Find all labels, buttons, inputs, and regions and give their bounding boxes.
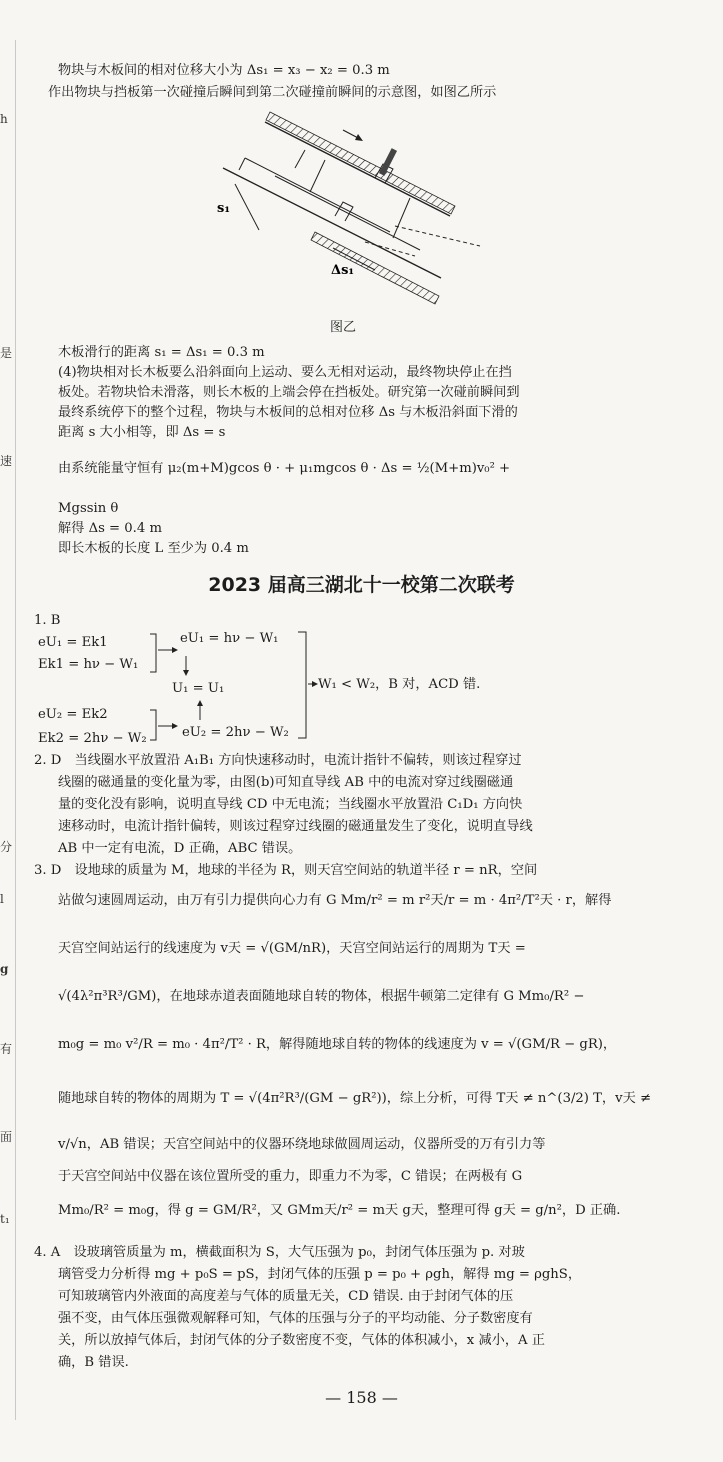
text-line: 即长木板的长度 L 至少为 0.4 m	[58, 541, 249, 556]
q1-eq: eU₂ = 2hν − W₂	[182, 725, 289, 740]
margin-rule	[15, 40, 16, 1420]
text-line: 强不变，由气体压强微观解释可知，气体的压强与分子的平均动能、分子数密度有	[58, 1311, 533, 1326]
edge-char: t₁	[0, 1212, 10, 1226]
q1-eq: eU₁ = hν − W₁	[180, 631, 279, 646]
text-line: 确，B 错误.	[58, 1355, 129, 1370]
edge-char: 面	[0, 1130, 13, 1144]
q1-eq: Ek2 = 2hν − W₂	[38, 731, 147, 746]
text-line: 作出物块与挡板第一次碰撞后瞬间到第二次碰撞前瞬间的示意图，如图乙所示	[48, 85, 497, 100]
text-line: 物块与木板间的相对位移大小为 Δs₁ = x₃ − x₂ = 0.3 m	[58, 63, 390, 78]
text-line: (4)物块相对长木板要么沿斜面向上运动、要么无相对运动，最终物块停止在挡	[58, 365, 512, 380]
label-delta-s1: Δs₁	[331, 263, 355, 278]
text-line: 板处。若物块恰未滑落，则长木板的上端会停在挡板处。研究第一次碰前瞬间到	[58, 385, 520, 400]
edge-char: 有	[0, 1042, 13, 1056]
text-line: 量的变化没有影响，说明直导线 CD 中无电流；当线圈水平放置沿 C₁D₁ 方向快	[58, 797, 523, 812]
figure-caption: 图乙	[330, 320, 357, 335]
text-line: m₀g = m₀ v²/R = m₀ · 4π²/T² · R，解得随地球自转的物体的线速度为 v = √(GM/R − gR)，	[58, 1037, 617, 1052]
text-line: 于天宫空间站中仪器在该位置所受的重力，即重力不为零，C 错误；在两极有 G	[58, 1169, 523, 1184]
text-line: √(4λ²π³R³/GM)，在地球赤道表面随地球自转的物体，根据牛顿第二定律有 G Mm₀/R² −	[58, 989, 585, 1004]
edge-char: 分	[0, 840, 13, 854]
text-line: v/√n，AB 错误；天宫空间站中的仪器环绕地球做圆周运动，仪器所受的万有引力等	[58, 1137, 546, 1152]
text-line: 2. D 当线圈水平放置沿 A₁B₁ 方向快速移动时，电流计指针不偏转，则该过程穿过	[34, 753, 522, 768]
q1-eq: U₁ = U₁	[172, 681, 225, 696]
edge-char: 是	[0, 346, 13, 360]
text-line: 关，所以放掉气体后，封闭气体的分子数密度不变，气体的体积减小，x 减小，A 正	[58, 1333, 545, 1348]
left-margin-strip	[0, 0, 20, 1462]
page-number: — 158 —	[325, 1388, 398, 1407]
text-line: 最终系统停下的整个过程，物块与木板间的总相对位移 Δs 与木板沿斜面下滑的	[58, 405, 518, 420]
text-line: Mm₀/R² = m₀g，得 g = GM/R²，又 GMm天/r² = m天 g天，整理可得 g天 = g/n²，D 正确.	[58, 1203, 621, 1218]
text-line: 璃管受力分析得 mg + p₀S = pS，封闭气体的压强 p = p₀ + ρgh，解得 mg = ρghS，	[58, 1267, 582, 1282]
label-s1: s₁	[217, 201, 231, 216]
text-line: 站做匀速圆周运动，由万有引力提供向心力有 G Mm/r² = m r²天/r = m · 4π²/T²天 · r，解得	[58, 893, 612, 908]
edge-char: l	[0, 892, 4, 906]
text-line: AB 中一定有电流，D 正确，ABC 错误。	[58, 841, 302, 856]
text-line: 速移动时，电流计指针偏转，则该过程穿过线圈的磁通量发生了变化，说明直导线	[58, 819, 533, 834]
text-line: 4. A 设玻璃管质量为 m，横截面积为 S，大气压强为 p₀，封闭气体压强为 p. 对玻	[34, 1245, 525, 1260]
q1-eq: Ek1 = hν − W₁	[38, 657, 139, 672]
text-line: 线圈的磁通量的变化量为零，由图(b)可知直导线 AB 中的电流对穿过线圈磁通	[58, 775, 514, 790]
incline-figure	[215, 106, 495, 316]
text-line: 木板滑行的距离 s₁ = Δs₁ = 0.3 m	[58, 345, 265, 360]
text-line: Mgssin θ	[58, 501, 119, 516]
text-line: 3. D 设地球的质量为 M，地球的半径为 R，则天宫空间站的轨道半径 r = nR，空间	[34, 863, 538, 878]
text-line: 天宫空间站运行的线速度为 v天 = √(GM/nR)，天宫空间站运行的周期为 T天 =	[58, 941, 526, 956]
edge-char: 速	[0, 454, 13, 468]
text-line: 可知玻璃管内外液面的高度差与气体的质量无关，CD 错误. 由于封闭气体的压	[58, 1289, 514, 1304]
q1-eq: eU₂ = Ek2	[38, 707, 108, 722]
text-line: 解得 Δs = 0.4 m	[58, 521, 162, 536]
text-line: 距离 s 大小相等，即 Δs = s	[58, 425, 226, 440]
edge-char: h	[0, 112, 8, 126]
q1-conclusion: W₁ < W₂，B 对，ACD 错.	[318, 677, 481, 692]
q1-eq: eU₁ = Ek1	[38, 635, 108, 650]
edge-char: g	[0, 962, 9, 976]
q1-number: 1. B	[34, 613, 61, 628]
text-line: 随地球自转的物体的周期为 T = √(4π²R³/(GM − gR²))，综上分析，可得 T天 ≠ n^(3/2) T，v天 ≠	[58, 1091, 652, 1106]
q1-brackets	[30, 628, 330, 758]
text-line: 由系统能量守恒有 μ₂(m+M)gcos θ · + μ₁mgcos θ · Δs = ½(M+m)v₀² +	[58, 461, 511, 476]
section-title: 2023 届高三湖北十一校第二次联考	[208, 574, 515, 596]
